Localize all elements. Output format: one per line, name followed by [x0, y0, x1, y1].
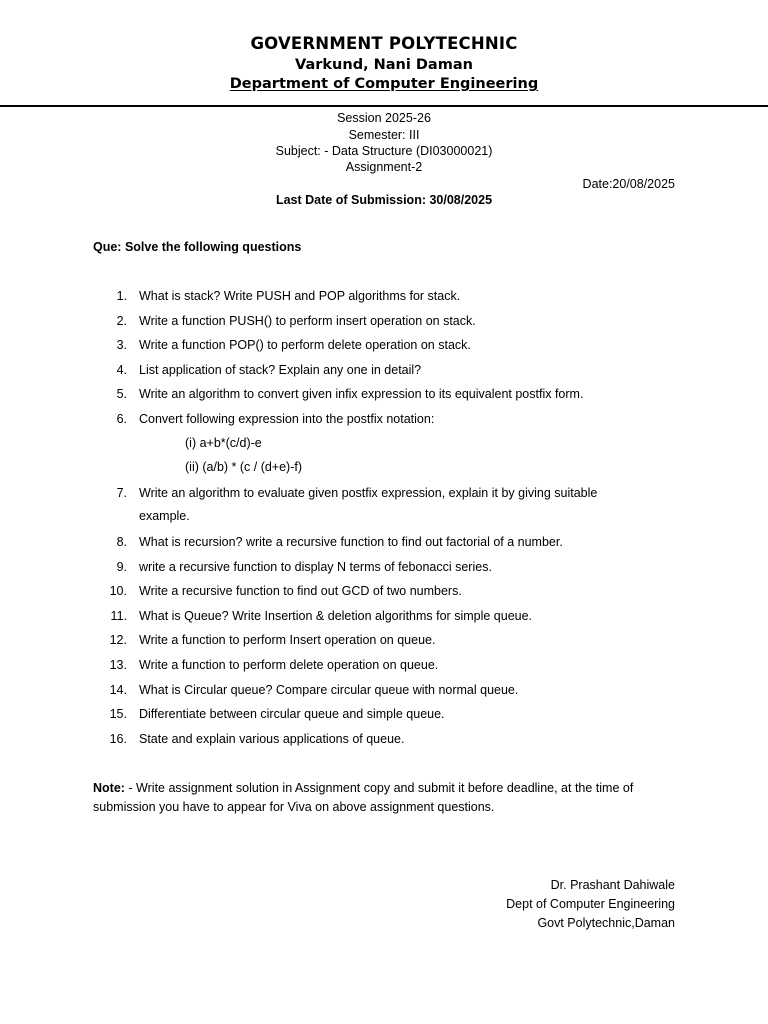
question-text: Write a function to perform Insert operation on queue. — [139, 633, 436, 648]
question-text: Write an algorithm to convert given infix expression to its equivalent postfix form. — [139, 387, 584, 402]
question-text: What is stack? Write PUSH and POP algorithms for stack. — [139, 289, 461, 303]
question-text: Write a function POP() to perform delete operation on stack. — [139, 338, 471, 353]
department-heading — [0, 76, 768, 92]
question-number: 10. — [109, 584, 127, 599]
note-label: Note: — [93, 781, 125, 795]
question-number: 6. — [116, 412, 127, 426]
question-number: 11. — [110, 608, 127, 623]
signatory-department: Dept of Computer Engineering — [506, 897, 675, 911]
question-heading: Que: Solve the following questions — [93, 240, 302, 254]
question-number: 15. — [109, 707, 127, 722]
question-number: 1. — [116, 289, 127, 303]
question-number: 12. — [109, 633, 127, 648]
question-text: Write an algorithm to evaluate given postfix expression, explain it by giving suitable — [139, 485, 598, 500]
question-number: 4. — [116, 362, 127, 377]
institute-title: GOVERNMENT POLYTECHNIC — [250, 34, 518, 53]
question-text: Write a function PUSH() to perform insert operation on stack. — [139, 313, 476, 328]
note-text: - Write assignment solution in Assignment copy and submit it before deadline, at the time of submission you have to appear for Viva on above assignment questions. — [93, 781, 634, 814]
question-number: 2. — [116, 313, 127, 328]
question-number: 9. — [116, 559, 127, 574]
question-number: 14. — [109, 682, 127, 697]
question-text: What is recursion? write a recursive function to find out factorial of a number. — [139, 535, 563, 549]
question-number: 5. — [116, 387, 127, 402]
question-number: 16. — [109, 731, 127, 746]
question-text: What is Queue? Write Insertion & deletion algorithms for simple queue. — [139, 608, 533, 623]
question-number: 8. — [116, 535, 127, 549]
signatory-institute: Govt Polytechnic,Daman — [537, 916, 675, 930]
question-text: What is Circular queue? Compare circular queue with normal queue. — [139, 682, 519, 697]
signatory-name: Dr. Prashant Dahiwale — [550, 878, 675, 892]
question-text: State and explain various applications of queue. — [139, 731, 405, 746]
question-text: Write a recursive function to find out GCD of two numbers. — [139, 584, 462, 599]
question-number: 13. — [109, 658, 127, 672]
assignment-line: Assignment-2 — [345, 160, 423, 174]
question-text: List application of stack? Explain any one in detail? — [139, 362, 422, 377]
sub-question: (ii) (a/b) * (c / (d+e)-f) — [185, 460, 303, 475]
subject-line: Subject: - Data Structure (DI03000021) — [275, 144, 493, 158]
question-text: Differentiate between circular queue and simple queue. — [139, 707, 445, 722]
note-paragraph — [93, 779, 683, 817]
institute-location: Varkund, Nani Daman — [295, 57, 473, 73]
question-number: 3. — [116, 338, 127, 353]
last-date-of-submission: Last Date of Submission: 30/08/2025 — [275, 193, 493, 207]
sub-question: (i) a+b*(c/d)-e — [185, 435, 262, 450]
semester-line: Semester: III — [348, 128, 420, 142]
question-text: Convert following expression into the postfix notation: — [139, 412, 435, 426]
issue-date: Date:20/08/2025 — [582, 177, 675, 191]
question-text: Write a function to perform delete operation on queue. — [139, 658, 439, 672]
session-line: Session 2025-26 — [337, 111, 431, 125]
question-text: write a recursive function to display N terms of febonacci series. — [139, 559, 492, 574]
department-heading-text: Department of Computer Engineering — [229, 76, 539, 92]
question-number: 7. — [116, 485, 127, 500]
header-divider — [0, 105, 768, 107]
question-text-continuation: example. — [139, 509, 190, 524]
